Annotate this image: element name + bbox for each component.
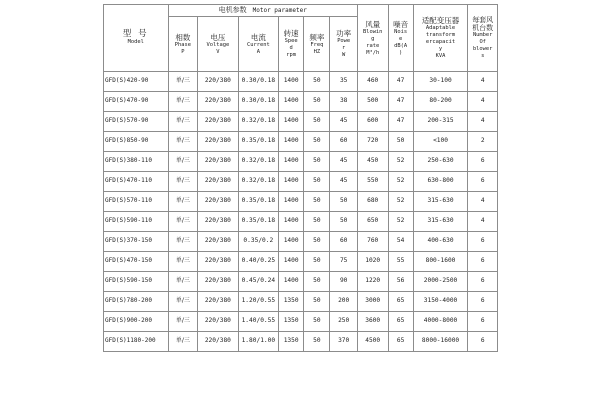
cell-air: 760 bbox=[357, 232, 388, 252]
cell-phase: 单/三 bbox=[168, 152, 198, 172]
header-freq: 频率 Freq HZ bbox=[304, 17, 330, 72]
cell-freq: 50 bbox=[304, 272, 330, 292]
cell-power: 200 bbox=[330, 292, 357, 312]
cell-model: GFD(S)570-110 bbox=[104, 192, 169, 212]
cell-speed: 1400 bbox=[279, 252, 304, 272]
cell-phase: 单/三 bbox=[168, 132, 198, 152]
cell-blowers: 6 bbox=[468, 312, 498, 332]
cell-air: 600 bbox=[357, 112, 388, 132]
cell-noise: 65 bbox=[388, 332, 413, 352]
cell-power: 35 bbox=[330, 72, 357, 92]
cell-air: 650 bbox=[357, 212, 388, 232]
cell-model: GFD(S)590-150 bbox=[104, 272, 169, 292]
cell-air: 550 bbox=[357, 172, 388, 192]
cell-air: 3000 bbox=[357, 292, 388, 312]
header-speed: 转速 Spee d rpm bbox=[279, 17, 304, 72]
cell-model: GFD(S)380-110 bbox=[104, 152, 169, 172]
cell-freq: 50 bbox=[304, 252, 330, 272]
cell-freq: 50 bbox=[304, 232, 330, 252]
cell-speed: 1400 bbox=[279, 132, 304, 152]
cell-air: 4500 bbox=[357, 332, 388, 352]
cell-voltage: 220/380 bbox=[198, 92, 238, 112]
cell-speed: 1400 bbox=[279, 152, 304, 172]
cell-freq: 50 bbox=[304, 192, 330, 212]
cell-noise: 65 bbox=[388, 312, 413, 332]
cell-blowers: 4 bbox=[468, 112, 498, 132]
cell-kva: 315-630 bbox=[413, 212, 468, 232]
cell-kva: 2000-2500 bbox=[413, 272, 468, 292]
cell-kva: 315-630 bbox=[413, 192, 468, 212]
table-row bbox=[104, 332, 498, 352]
cell-air: 500 bbox=[357, 92, 388, 112]
cell-model: GFD(S)470-150 bbox=[104, 252, 169, 272]
cell-freq: 50 bbox=[304, 292, 330, 312]
cell-phase: 单/三 bbox=[168, 272, 198, 292]
cell-blowers: 6 bbox=[468, 152, 498, 172]
header-phase: 相数 Phase P bbox=[168, 17, 198, 72]
header-noise: 噪音 Nois e dB(A ) bbox=[388, 5, 413, 72]
cell-phase: 单/三 bbox=[168, 232, 198, 252]
cell-noise: 47 bbox=[388, 92, 413, 112]
cell-air: 680 bbox=[357, 192, 388, 212]
table-row bbox=[104, 252, 498, 272]
cell-voltage: 220/380 bbox=[198, 252, 238, 272]
cell-power: 90 bbox=[330, 272, 357, 292]
header-motor-parameter: 电机参数 Motor parameter bbox=[168, 5, 357, 17]
cell-power: 60 bbox=[330, 132, 357, 152]
cell-phase: 单/三 bbox=[168, 192, 198, 212]
cell-speed: 1400 bbox=[279, 212, 304, 232]
cell-power: 45 bbox=[330, 172, 357, 192]
cell-model: GFD(S)370-150 bbox=[104, 232, 169, 252]
cell-blowers: 6 bbox=[468, 252, 498, 272]
table-row bbox=[104, 112, 498, 132]
cell-noise: 52 bbox=[388, 192, 413, 212]
cell-voltage: 220/380 bbox=[198, 112, 238, 132]
table-row bbox=[104, 172, 498, 192]
cell-kva: 30-100 bbox=[413, 72, 468, 92]
cell-current: 1.20/0.55 bbox=[238, 292, 278, 312]
header-voltage: 电压 Voltage V bbox=[198, 17, 238, 72]
cell-air: 450 bbox=[357, 152, 388, 172]
cell-noise: 52 bbox=[388, 212, 413, 232]
table-row bbox=[104, 232, 498, 252]
cell-kva: 250-630 bbox=[413, 152, 468, 172]
table-row bbox=[104, 292, 498, 312]
cell-voltage: 220/380 bbox=[198, 172, 238, 192]
cell-voltage: 220/380 bbox=[198, 212, 238, 232]
table-row bbox=[104, 212, 498, 232]
cell-phase: 单/三 bbox=[168, 112, 198, 132]
cell-current: 1.80/1.00 bbox=[238, 332, 278, 352]
cell-freq: 50 bbox=[304, 212, 330, 232]
table-row bbox=[104, 272, 498, 292]
cell-voltage: 220/380 bbox=[198, 232, 238, 252]
cell-air: 1220 bbox=[357, 272, 388, 292]
cell-power: 50 bbox=[330, 192, 357, 212]
cell-speed: 1400 bbox=[279, 172, 304, 192]
table-row bbox=[104, 152, 498, 172]
cell-freq: 50 bbox=[304, 312, 330, 332]
cell-blowers: 4 bbox=[468, 192, 498, 212]
cell-model: GFD(S)780-200 bbox=[104, 292, 169, 312]
table-body bbox=[104, 72, 498, 352]
cell-noise: 47 bbox=[388, 72, 413, 92]
cell-phase: 单/三 bbox=[168, 332, 198, 352]
cell-phase: 单/三 bbox=[168, 72, 198, 92]
cell-speed: 1350 bbox=[279, 332, 304, 352]
cell-blowers: 2 bbox=[468, 132, 498, 152]
cell-power: 50 bbox=[330, 212, 357, 232]
table-row bbox=[104, 312, 498, 332]
cell-freq: 50 bbox=[304, 332, 330, 352]
cell-current: 0.32/0.18 bbox=[238, 112, 278, 132]
cell-kva: 8000-16000 bbox=[413, 332, 468, 352]
cell-noise: 56 bbox=[388, 272, 413, 292]
cell-freq: 50 bbox=[304, 172, 330, 192]
cell-model: GFD(S)900-200 bbox=[104, 312, 169, 332]
cell-model: GFD(S)1180-200 bbox=[104, 332, 169, 352]
fan-spec-table bbox=[103, 4, 498, 352]
cell-freq: 50 bbox=[304, 92, 330, 112]
cell-blowers: 6 bbox=[468, 292, 498, 312]
cell-power: 75 bbox=[330, 252, 357, 272]
cell-phase: 单/三 bbox=[168, 212, 198, 232]
cell-power: 45 bbox=[330, 112, 357, 132]
cell-freq: 50 bbox=[304, 112, 330, 132]
cell-current: 0.45/0.24 bbox=[238, 272, 278, 292]
cell-air: 1020 bbox=[357, 252, 388, 272]
cell-phase: 单/三 bbox=[168, 292, 198, 312]
cell-blowers: 6 bbox=[468, 272, 498, 292]
header-transformer: 适配变压器 Adaptable transform ercapacit y KVA bbox=[413, 5, 468, 72]
table-row bbox=[104, 132, 498, 152]
cell-speed: 1400 bbox=[279, 112, 304, 132]
cell-kva: 800-1600 bbox=[413, 252, 468, 272]
cell-current: 0.40/0.25 bbox=[238, 252, 278, 272]
cell-current: 0.35/0.18 bbox=[238, 192, 278, 212]
cell-kva: 80-200 bbox=[413, 92, 468, 112]
cell-voltage: 220/380 bbox=[198, 192, 238, 212]
cell-speed: 1350 bbox=[279, 292, 304, 312]
cell-noise: 65 bbox=[388, 292, 413, 312]
cell-noise: 52 bbox=[388, 172, 413, 192]
header-current: 电流 Current A bbox=[238, 17, 278, 72]
header-model: 型 号 Model bbox=[104, 5, 169, 72]
cell-phase: 单/三 bbox=[168, 312, 198, 332]
cell-blowers: 6 bbox=[468, 232, 498, 252]
cell-voltage: 220/380 bbox=[198, 272, 238, 292]
cell-voltage: 220/380 bbox=[198, 292, 238, 312]
cell-freq: 50 bbox=[304, 72, 330, 92]
cell-model: GFD(S)570-90 bbox=[104, 112, 169, 132]
cell-blowers: 6 bbox=[468, 172, 498, 192]
cell-voltage: 220/380 bbox=[198, 332, 238, 352]
cell-kva: 630-800 bbox=[413, 172, 468, 192]
cell-speed: 1400 bbox=[279, 72, 304, 92]
cell-power: 38 bbox=[330, 92, 357, 112]
cell-current: 0.30/0.18 bbox=[238, 92, 278, 112]
cell-power: 45 bbox=[330, 152, 357, 172]
cell-current: 0.35/0.18 bbox=[238, 132, 278, 152]
cell-voltage: 220/380 bbox=[198, 152, 238, 172]
cell-power: 250 bbox=[330, 312, 357, 332]
cell-model: GFD(S)470-90 bbox=[104, 92, 169, 112]
header-blowers: 每套风机台数 Number Of blower s bbox=[468, 5, 498, 72]
cell-noise: 47 bbox=[388, 112, 413, 132]
cell-air: 3600 bbox=[357, 312, 388, 332]
cell-speed: 1400 bbox=[279, 92, 304, 112]
cell-noise: 55 bbox=[388, 252, 413, 272]
cell-power: 370 bbox=[330, 332, 357, 352]
cell-current: 0.32/0.18 bbox=[238, 172, 278, 192]
cell-phase: 单/三 bbox=[168, 172, 198, 192]
cell-speed: 1400 bbox=[279, 232, 304, 252]
cell-kva: <100 bbox=[413, 132, 468, 152]
cell-speed: 1350 bbox=[279, 312, 304, 332]
cell-current: 0.35/0.2 bbox=[238, 232, 278, 252]
cell-model: GFD(S)590-110 bbox=[104, 212, 169, 232]
cell-model: GFD(S)420-90 bbox=[104, 72, 169, 92]
cell-current: 0.35/0.18 bbox=[238, 212, 278, 232]
cell-kva: 200-315 bbox=[413, 112, 468, 132]
cell-blowers: 6 bbox=[468, 332, 498, 352]
cell-blowers: 4 bbox=[468, 212, 498, 232]
cell-model: GFD(S)470-110 bbox=[104, 172, 169, 192]
table-row bbox=[104, 192, 498, 212]
table-row bbox=[104, 72, 498, 92]
cell-noise: 50 bbox=[388, 132, 413, 152]
cell-power: 60 bbox=[330, 232, 357, 252]
cell-model: GFD(S)850-90 bbox=[104, 132, 169, 152]
cell-blowers: 4 bbox=[468, 72, 498, 92]
cell-air: 460 bbox=[357, 72, 388, 92]
header-air-volume: 风量 Blowin g rate M³/h bbox=[357, 5, 388, 72]
cell-speed: 1400 bbox=[279, 192, 304, 212]
cell-voltage: 220/380 bbox=[198, 72, 238, 92]
header-power: 功率 Powe r W bbox=[330, 17, 357, 72]
cell-blowers: 4 bbox=[468, 92, 498, 112]
cell-freq: 50 bbox=[304, 152, 330, 172]
cell-noise: 54 bbox=[388, 232, 413, 252]
cell-kva: 3150-4000 bbox=[413, 292, 468, 312]
cell-kva: 4000-8000 bbox=[413, 312, 468, 332]
cell-kva: 400-630 bbox=[413, 232, 468, 252]
cell-air: 720 bbox=[357, 132, 388, 152]
cell-speed: 1400 bbox=[279, 272, 304, 292]
cell-current: 0.30/0.18 bbox=[238, 72, 278, 92]
cell-noise: 52 bbox=[388, 152, 413, 172]
cell-current: 1.40/0.55 bbox=[238, 312, 278, 332]
cell-phase: 单/三 bbox=[168, 92, 198, 112]
cell-voltage: 220/380 bbox=[198, 132, 238, 152]
cell-current: 0.32/0.18 bbox=[238, 152, 278, 172]
table-row bbox=[104, 92, 498, 112]
cell-freq: 50 bbox=[304, 132, 330, 152]
cell-phase: 单/三 bbox=[168, 252, 198, 272]
cell-voltage: 220/380 bbox=[198, 312, 238, 332]
